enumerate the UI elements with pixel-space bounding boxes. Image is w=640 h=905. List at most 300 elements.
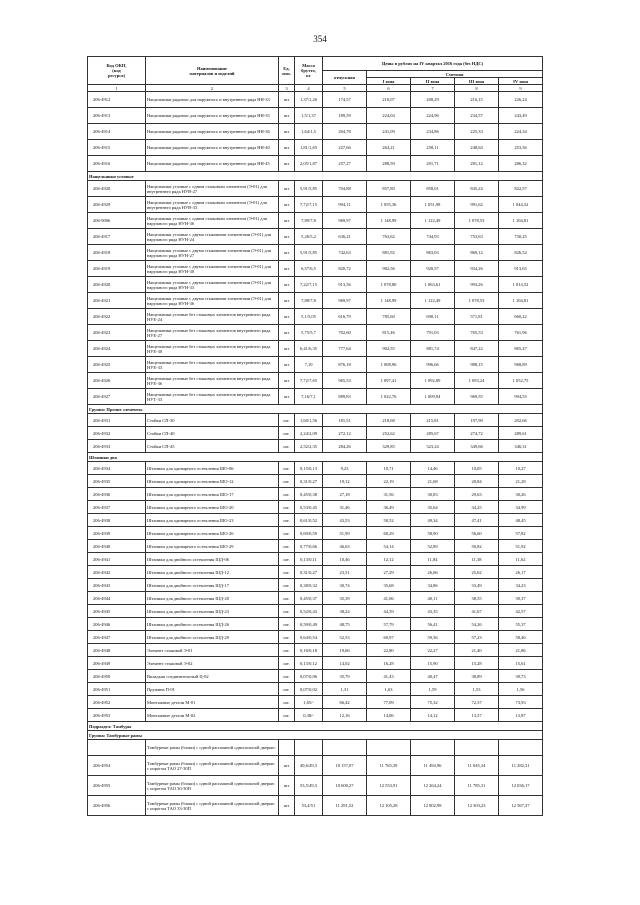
estimate-price-cell [367,740,411,756]
resource-code-cell: 206-4912 [88,92,146,108]
estimate-price-cell: 274,72 [455,427,499,440]
unit-cell: шт. [279,579,295,592]
resource-code-cell: 206-4939 [88,527,146,540]
resource-code-cell: 206-4924 [88,341,146,357]
item-name-cell: Монтажные детали М-01 [146,696,279,709]
estimate-price-cell: 11 785,31 [455,776,499,796]
unit-cell: шт. [279,514,295,527]
unit-cell: шт [279,229,295,245]
estimate-price-cell: 1 051,98 [411,197,455,213]
mass-cell: 0,13/0,12 [295,657,323,670]
resource-code-cell: 206-4951 [88,683,146,696]
estimate-price-cell: 13,57 [455,709,499,722]
mass-cell: 53,4/51 [295,796,323,816]
wholesale-price-cell: 66,42 [323,696,367,709]
col-num: 4 [295,85,323,92]
table-row [88,657,543,670]
estimate-price-cell: 826,52 [499,245,543,261]
table-row [88,181,543,197]
estimate-price-cell: 744,93 [411,229,455,245]
unit-cell: шт [279,156,295,172]
resource-code-cell: 206-4954 [88,756,146,776]
estimate-price-cell: 14,12 [411,709,455,722]
estimate-price-cell [499,740,543,756]
estimate-price-cell: 285,67 [411,427,455,440]
table-row [88,579,543,592]
wholesale-price-cell: 913,56 [323,277,367,293]
mass-cell: 5,1/5,05 [295,309,323,325]
table-row [88,440,543,453]
table-row [88,501,543,514]
unit-cell: шт [279,92,295,108]
item-name-cell: Нащельники угловые с одним стыковым элементом (Э-01) для внутреннего ряда НУВ-33 [146,197,279,213]
estimate-price-cell: 349,66 [455,440,499,453]
unit-cell: шт. [279,440,295,453]
table-row [88,644,543,657]
wholesale-price-cell: 777,64 [323,341,367,357]
mass-cell: 0,64/0,54 [295,631,323,644]
wholesale-price-cell: 965,53 [323,373,367,389]
mass-cell: 2,24/2,09 [295,427,323,440]
estimate-price-cell: 969,55 [455,389,499,405]
estimate-price-cell: 11 282,31 [499,756,543,776]
wholesale-price-cell [323,740,367,756]
estimate-price-cell: 14,46 [411,462,455,475]
item-name-cell: Штапики для одинарного остекления ШО-20 [146,501,279,514]
estimate-price-cell: 934,26 [455,261,499,277]
table-row [88,124,543,140]
item-name-cell: Нащельники угловые без стыковых элементов внутреннего ряда НУЕ-36 [146,373,279,389]
resource-code-cell: 206-4927 [88,389,146,405]
unit-cell: шт. [279,709,295,722]
estimate-price-cell: 21,68 [411,475,455,488]
estimate-price-cell: 27,29 [367,566,411,579]
estimate-price-cell: 21,28 [499,475,543,488]
unit-cell: шт. [279,696,295,709]
item-name-cell: Монтажные детали М-02 [146,709,279,722]
estimate-price-cell: 1 063,61 [411,277,455,293]
estimate-price-cell: 38,89 [455,670,499,683]
unit-cell: шт [279,309,295,325]
unit-cell: шт. [279,553,295,566]
unit-cell: шт [279,261,295,277]
wholesale-price-cell: 31,46 [323,501,367,514]
estimate-price-cell: 847,22 [455,341,499,357]
mass-cell: 7,22/7,15 [295,277,323,293]
wholesale-price-cell: 11 291,52 [323,796,367,816]
wholesale-price-cell: 12,16 [323,709,367,722]
estimate-price-cell: 1 078,53 [455,293,499,309]
estimate-price-cell: 54,14 [367,540,411,553]
table-row [88,414,543,427]
mass-cell: 0,16/0,18 [295,644,323,657]
resource-code-cell: 206-4913 [88,108,146,124]
resource-code-cell: 206-4933 [88,440,146,453]
unit-cell: шт. [279,605,295,618]
estimate-price-cell: 761,96 [499,325,543,341]
header-zone-1: I зона [367,78,411,85]
resource-code-cell: 206-4926 [88,373,146,389]
estimate-price-cell: 56,41 [411,618,455,631]
header-zone-2: II зона [411,78,455,85]
estimate-price-cell: 968,89 [499,357,543,373]
unit-cell: шт [279,140,295,156]
estimate-price-cell: 26,17 [499,566,543,579]
item-name-cell: Нащельники угловые с одним стыковым элементом (Э-01) для наружного ряда НУН-36 [146,213,279,229]
table-row [88,245,543,261]
estimate-price-cell [411,740,455,756]
mass-cell: 2,05/1,87 [295,156,323,172]
mass-cell: 0,07/0,06 [295,670,323,683]
estimate-price-cell: 996,66 [411,357,455,373]
wholesale-price-cell: 181,51 [323,414,367,427]
unit-cell: шт [279,325,295,341]
estimate-price-cell: 1 008,96 [367,357,411,373]
estimate-price-cell: 22,27 [411,644,455,657]
table-row [88,488,543,501]
mass-cell: 0,31/0,27 [295,475,323,488]
estimate-price-cell: 197,90 [455,414,499,427]
mass-cell: 7,72/7,15 [295,197,323,213]
estimate-price-cell: 40,47 [411,670,455,683]
wholesale-price-cell: 52,53 [323,631,367,644]
estimate-price-cell: 38,55 [455,592,499,605]
mass-cell: 1,65/- [295,696,323,709]
estimate-price-cell: 72,37 [455,696,499,709]
mass-cell: 0,31/0,27 [295,566,323,579]
estimate-price-cell: 59,56 [411,631,455,644]
wholesale-price-cell: 35,39 [323,592,367,605]
estimate-price-cell: 58,90 [411,527,455,540]
mass-cell: 6,41/6,35 [295,341,323,357]
mass-cell: 2,52/2,35 [295,440,323,453]
estimate-price-cell: 1 148,99 [367,293,411,309]
unit-cell: шт [279,776,295,796]
mass-cell: 0,69/0,59 [295,527,323,540]
estimate-price-cell: 215,81 [411,414,455,427]
unit-cell: шт [279,245,295,261]
resource-code-cell: 206-4947 [88,631,146,644]
table-row [88,92,543,108]
resource-code-cell: 206-4953 [88,709,146,722]
item-name-cell: Нащельники рядовые для наружного и внутреннего ряда НН-36 [146,124,279,140]
item-name-cell: Нащельники угловые с двумя стыковыми элементами (Э-01) для наружного ряда НУН-33 [146,277,279,293]
mass-cell: 5,91/5,85 [295,245,323,261]
mass-cell: 5,91/5,85 [295,181,323,197]
table-row [88,389,543,405]
table-row [88,631,543,644]
table-row [88,618,543,631]
estimate-price-cell: 988,15 [455,357,499,373]
estimate-price-cell: 34,86 [411,579,455,592]
estimate-price-cell: 291,71 [411,156,455,172]
estimate-price-cell: 881,92 [367,245,411,261]
estimate-price-cell: 12 802,98 [411,796,455,816]
wholesale-price-cell: 189,59 [323,108,367,124]
mass-cell: 1,37/1,26 [295,92,323,108]
estimate-price-cell: 34,23 [499,579,543,592]
estimate-price-cell: 216,15 [455,92,499,108]
estimate-price-cell: 11,84 [411,553,455,566]
estimate-price-cell: 34,25 [455,501,499,514]
estimate-price-cell: 13,87 [499,709,543,722]
estimate-price-cell: 234,57 [455,108,499,124]
estimate-price-cell: 1 122,49 [411,213,455,229]
item-name-cell: Нащельники рядовые для наружного и внутреннего ряда НН-40 [146,140,279,156]
wholesale-price-cell: 204,78 [323,124,367,140]
wholesale-price-cell: 284,26 [323,440,367,453]
estimate-price-cell: 41,43 [367,670,411,683]
table-row [88,696,543,709]
estimate-price-cell: 22,80 [367,644,411,657]
unit-cell: шт [279,197,295,213]
estimate-price-cell: 1 078,53 [455,213,499,229]
estimate-price-cell: 822,57 [499,181,543,197]
estimate-price-cell: 40,11 [411,592,455,605]
estimate-price-cell: 258,11 [411,140,455,156]
table-body [88,92,543,816]
unit-cell: шт [279,108,295,124]
item-name-cell: Нащельники угловые без стыковых элементов внутреннего ряда НУЕ-30 [146,341,279,357]
unit-cell: шт. [279,644,295,657]
estimate-price-cell: 1,53 [455,683,499,696]
section-heading-row [88,405,543,414]
mass-cell: 5,75/5,7 [295,325,323,341]
estimate-price-cell: 1 093,24 [455,373,499,389]
mass-cell: 7,89/7,8 [295,213,323,229]
unit-cell: шт. [279,540,295,553]
estimate-price-cell: 12 105,28 [367,796,411,816]
estimate-price-cell: 54,26 [455,618,499,631]
estimate-price-cell: 10,05 [455,462,499,475]
resource-code-cell: 206-4945 [88,605,146,618]
item-name-cell: Нащельники угловые без стыковых элементов внутреннего ряда НУЕ-27 [146,325,279,341]
wholesale-price-cell: 174,57 [323,92,367,108]
item-name-cell: Штапики для одинарного остекления ШО-23 [146,514,279,527]
unit-cell: шт. [279,527,295,540]
estimate-price-cell: 253,36 [499,140,543,156]
estimate-price-cell: 1 097,41 [367,373,411,389]
section-heading: Нащельники угловые [88,172,543,181]
col-num: 9 [499,85,543,92]
section-heading-row [88,722,543,731]
table-row [88,475,543,488]
resource-code-cell: 206-4925 [88,357,146,373]
item-name-cell: Штапики для одинарного остекления ШО-29 [146,540,279,553]
item-name-cell: Штапики для двойного остекления ШД-23 [146,605,279,618]
estimate-price-cell: 15,61 [499,657,543,670]
col-num: 5 [323,85,367,92]
estimate-price-cell: 41,67 [455,605,499,618]
item-name-cell: Тамбурные рамы (блоки) с одной распашной однопольной дверью: [146,740,279,756]
estimate-price-cell: 30,83 [411,488,455,501]
estimate-price-cell: 20,84 [455,475,499,488]
estimate-price-cell: 57,79 [367,618,411,631]
mass-cell: 0,38/- [295,709,323,722]
estimate-price-cell: 60,97 [367,631,411,644]
mass-cell: 1,64/1,5 [295,124,323,140]
estimate-price-cell: 58,46 [499,631,543,644]
estimate-price-cell: 11 045,34 [455,756,499,776]
estimate-price-cell: 1 052,75 [499,373,543,389]
estimate-price-cell: 690,11 [411,309,455,325]
estimate-price-cell: 208,29 [411,92,455,108]
estimate-price-cell: 15,28 [455,657,499,670]
resource-code-cell: 206-4922 [88,309,146,325]
wholesale-price-cell: 27,18 [323,488,367,501]
estimate-price-cell: 29,63 [455,488,499,501]
wholesale-price-cell: 742,63 [323,245,367,261]
estimate-price-cell: 73,93 [499,696,543,709]
unit-cell: шт. [279,462,295,475]
item-name-cell: Штапики для одинарного остекления ШО-06 [146,462,279,475]
mass-cell: 0,45/0,37 [295,592,323,605]
price-table [87,56,543,816]
estimate-price-cell: 225,33 [455,124,499,140]
estimate-price-cell: 753,63 [455,229,499,245]
table-row [88,197,543,213]
estimate-price-cell: 30,26 [499,488,543,501]
column-numbers-row [88,85,543,92]
estimate-price-cell: 47,41 [455,514,499,527]
estimate-price-cell: 31,56 [367,488,411,501]
item-name-cell: Тамбурные рамы (блоки) с одной распашной однопольной дверью с порогом ТАО 30-30П [146,776,279,796]
resource-code-cell: 206-4938 [88,514,146,527]
item-name-cell: Пружина П-01 [146,683,279,696]
item-name-cell: Нащельники угловые с двумя стыковыми элементами (Э-01) для наружного ряда НУН-27 [146,245,279,261]
section-heading: Группа: Тамбурные рамы [88,731,543,740]
table-row [88,108,543,124]
estimate-price-cell: 11,38 [455,553,499,566]
estimate-price-cell: 286,32 [499,156,543,172]
item-name-cell: Нащельники рядовые для наружного и внутреннего ряда НН-35 [146,108,279,124]
estimate-price-cell: 21,40 [455,644,499,657]
unit-cell: шт. [279,631,295,644]
wholesale-price-cell: 616,79 [323,309,367,325]
estimate-price-cell: 57,82 [499,527,543,540]
resource-code-cell: 206-4935 [88,475,146,488]
estimate-price-cell: 36,49 [367,501,411,514]
resource-code-cell: 206-4937 [88,501,146,514]
estimate-price-cell: 920,57 [411,261,455,277]
estimate-price-cell: 1 104,81 [499,213,543,229]
wholesale-price-cell: 19,66 [323,644,367,657]
wholesale-price-cell: 48,75 [323,618,367,631]
wholesale-price-cell: 272,12 [323,427,367,440]
estimate-price-cell: 913,65 [499,261,543,277]
wholesale-price-cell: 1,31 [323,683,367,696]
estimate-price-cell: 41,06 [367,592,411,605]
item-name-cell: Нащельники угловые без стыковых элементов внутреннего ряда НУЕ-24 [146,309,279,325]
estimate-price-cell: 1 014,52 [499,277,543,293]
estimate-price-cell: 289,61 [499,427,543,440]
header-estimate: Сметная [367,71,543,78]
estimate-price-cell: 763,62 [367,229,411,245]
estimate-price-cell: 785,60 [367,309,411,325]
unit-cell: шт [279,796,295,816]
section-heading-row [88,172,543,181]
wholesale-price-cell: 969,97 [323,293,367,309]
estimate-price-cell: 1 044,32 [499,197,543,213]
table-header [88,57,543,92]
wholesale-price-cell: 51,99 [323,527,367,540]
wholesale-price-cell: 702,60 [323,325,367,341]
estimate-price-cell: 248,64 [455,140,499,156]
item-name-cell: Вкладыш соединительный Ц-02 [146,670,279,683]
estimate-price-cell: 1 055,36 [367,197,411,213]
estimate-price-cell: 991,62 [455,197,499,213]
table-row [88,293,543,309]
resource-code-cell: 206-4915 [88,140,146,156]
resource-code-cell: 206-4956 [88,796,146,816]
unit-cell: шт. [279,488,295,501]
table-row [88,592,543,605]
item-name-cell: Штапики для двойного остекления ШД-06 [146,553,279,566]
mass-cell: 0,45/0,38 [295,488,323,501]
estimate-price-cell: 44,39 [367,605,411,618]
wholesale-price-cell: 636,21 [323,229,367,245]
resource-code-cell: 206-4946 [88,618,146,631]
header-zone-4: IV зона [499,78,543,85]
estimate-price-cell: 1 078,80 [367,277,411,293]
mass-cell: 0,53/0,45 [295,501,323,514]
estimate-price-cell: 26,66 [411,566,455,579]
resource-code-cell: 206-4916 [88,156,146,172]
unit-cell: шт [279,293,295,309]
unit-cell: шт. [279,566,295,579]
resource-code-cell: 206-4949 [88,657,146,670]
unit-cell: шт [279,373,295,389]
mass-cell: 0,59/0,49 [295,618,323,631]
resource-code-cell [88,740,146,756]
estimate-price-cell: 791,03 [411,325,455,341]
wholesale-price-cell: 257,27 [323,156,367,172]
estimate-price-cell: 845,24 [455,181,499,197]
item-name-cell: Штапики для двойного остекления ШД-29 [146,631,279,644]
table-row [88,277,543,293]
item-name-cell: Штапики для двойного остекления ШД-20 [146,592,279,605]
resource-code-cell: 206-4944 [88,592,146,605]
table-row [88,213,543,229]
estimate-price-cell: 982,56 [367,261,411,277]
estimate-price-cell: 16,28 [367,657,411,670]
table-row [88,670,543,683]
item-name-cell: Нащельники угловые без стыковых элементов внутреннего ряда НУЕ-33 [146,357,279,373]
table-row [88,553,543,566]
resource-code-cell: 206-4921 [88,293,146,309]
col-num: 6 [367,85,411,92]
estimate-price-cell: 765,53 [455,325,499,341]
header-mass: Масса брутто, кг [295,57,323,85]
item-name-cell: Штапики для двойного остекления ШД-26 [146,618,279,631]
estimate-price-cell: 50,52 [367,514,411,527]
wholesale-price-cell: 14,02 [323,657,367,670]
table-row [88,605,543,618]
estimate-price-cell: 243,49 [499,108,543,124]
resource-code-cell: 206-9006 [88,213,146,229]
estimate-price-cell: 10,71 [367,462,411,475]
resource-code-cell: 206-4950 [88,670,146,683]
resource-code-cell: 206-4917 [88,229,146,245]
wholesale-price-cell: 889,83 [323,389,367,405]
estimate-price-cell: 12 303,23 [455,796,499,816]
unit-cell: шт [279,341,295,357]
unit-cell: шт. [279,501,295,514]
unit-cell: шт [279,124,295,140]
table-row [88,683,543,696]
wholesale-price-cell: 227,66 [323,140,367,156]
estimate-price-cell: 15,90 [411,657,455,670]
